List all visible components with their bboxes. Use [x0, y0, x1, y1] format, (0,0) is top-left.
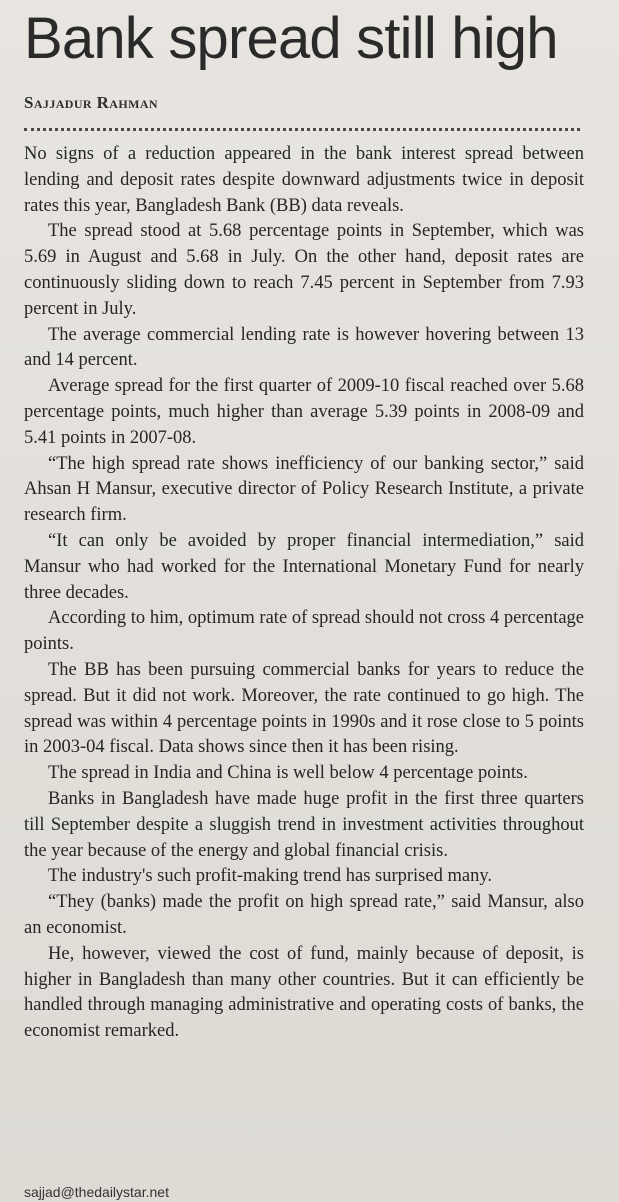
paragraph: Banks in Bangladesh have made huge profit in the first three quarters till September despite a sluggish trend in investment activities throughout the year because of the energy and global financial crisis. [24, 788, 584, 861]
paragraph: “They (banks) made the profit on high spread rate,” said Mansur, also an economist. [24, 892, 584, 938]
paragraph: According to him, optimum rate of spread should not cross 4 percentage points. [24, 608, 584, 655]
paragraph: The average commercial lending rate is however hovering between 13 and 14 percent. [24, 324, 584, 371]
paragraph: He, however, viewed the cost of fund, mainly because of deposit, is higher in Bangladesh than many other countries. But it can efficiently be handled through managing administrative and operating costs of banks, the economist remarked. [24, 943, 584, 1042]
paragraph: The spread stood at 5.68 percentage points in September, which was 5.69 in August and 5.68 in July. On the other hand, deposit rates are continuously sliding down to reach 7.45 percent in September from 7.93 percent in July. [24, 221, 584, 319]
paragraph: The industry's such profit-making trend has surprised many. [48, 866, 492, 887]
paragraph: The spread in India and China is well below 4 percentage points. [48, 763, 528, 784]
headline: Bank spread still high [24, 6, 558, 71]
paragraph: “It can only be avoided by proper financial intermediation,” said Mansur who had worked for the International Monetary Fund for nearly three decades. [24, 530, 584, 603]
paragraph: Average spread for the first quarter of 2009-10 fiscal reached over 5.68 percentage points, much higher than average 5.39 points in 2008-09 and 5.41 points in 2007-08. [24, 376, 584, 448]
paragraph: The BB has been pursuing commercial banks for years to reduce the spread. But it did not work. Moreover, the rate continued to go high. The spread was within 4 percentage points in 1990s and it rose close to 5 points in 2003-04 fiscal. Data shows since then it has been rising. [24, 659, 584, 758]
dotted-divider [24, 128, 580, 131]
paragraph: No signs of a reduction appeared in the bank interest spread between lending and deposit rates despite downward adjustments twice in deposit rates this year, Bangladesh Bank (BB) data reveals. [24, 144, 584, 216]
byline: Sajjadur Rahman [24, 93, 158, 112]
author-email: sajjad@thedailystar.net [24, 1184, 169, 1200]
paragraph: “The high spread rate shows inefficiency of our banking sector,” said Ahsan H Mansur, executive director of Policy Research Institute, a private research firm. [24, 453, 584, 526]
article-body [24, 142, 584, 1045]
